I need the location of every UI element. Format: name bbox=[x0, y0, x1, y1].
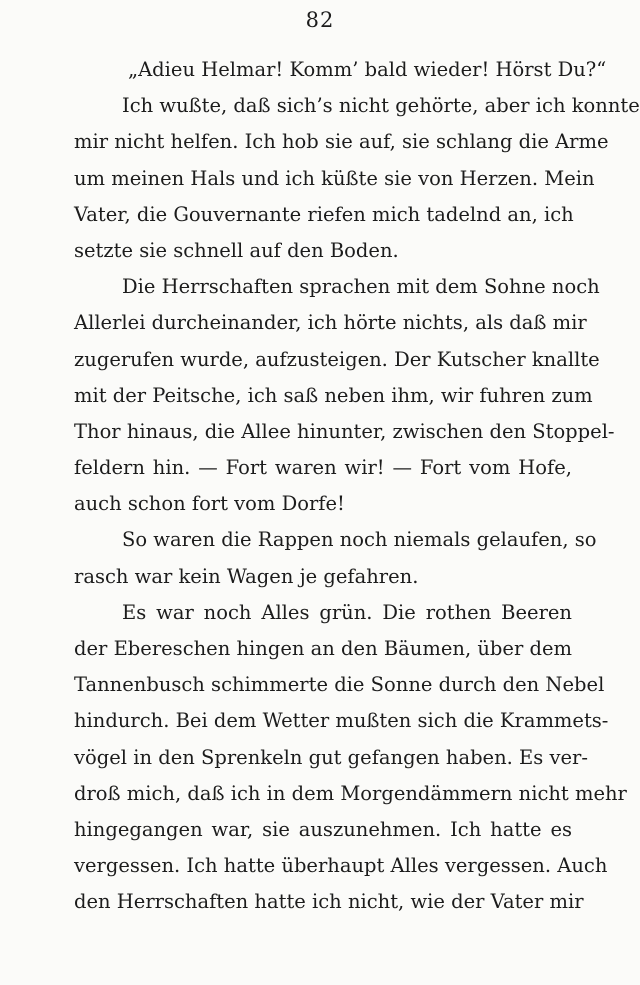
body-text bbox=[74, 52, 640, 921]
text-line: rasch war kein Wagen je gefahren. bbox=[74, 564, 419, 588]
text-line: Thor hinaus, die Allee hinunter, zwischen den Stoppel- bbox=[74, 419, 615, 443]
text-line: hindurch. Bei dem Wetter mußten sich die Krammets- bbox=[74, 709, 609, 733]
text-line: setzte sie schnell auf den Boden. bbox=[74, 238, 399, 262]
page-number: 82 bbox=[305, 8, 335, 32]
text-line: hingegangen war, sie auszunehmen. Ich hatte es bbox=[74, 817, 572, 841]
text-line: mir nicht helfen. Ich hob sie auf, sie schlang die Arme bbox=[74, 130, 609, 154]
text-line: Die Herrschaften sprachen mit dem Sohne noch bbox=[122, 275, 600, 299]
text-line: um meinen Hals und ich küßte sie von Herzen. Mein bbox=[74, 166, 595, 190]
text-line: Es war noch Alles grün. Die rothen Beeren bbox=[122, 600, 572, 624]
text-line: vögel in den Sprenkeln gut gefangen haben. Es ver- bbox=[74, 745, 588, 769]
text-line: feldern hin. — Fort waren wir! — Fort vom Hofe, bbox=[74, 456, 572, 480]
text-line: „Adieu Helmar! Komm’ bald wieder! Hörst Du?“ bbox=[128, 58, 607, 81]
text-line: vergessen. Ich hatte überhaupt Alles vergessen. Auch bbox=[74, 854, 608, 878]
text-line: Ich wußte, daß sich’s nicht gehörte, aber ich konnte bbox=[122, 94, 640, 118]
text-line: mit der Peitsche, ich saß neben ihm, wir fuhren zum bbox=[74, 383, 593, 407]
text-line: So waren die Rappen noch niemals gelaufen, so bbox=[122, 528, 597, 552]
text-line: auch schon fort vom Dorfe! bbox=[74, 492, 345, 516]
text-line: der Ebereschen hingen an den Bäumen, über dem bbox=[74, 637, 572, 660]
text-line: zugerufen wurde, aufzusteigen. Der Kutscher knallte bbox=[74, 347, 600, 371]
text-line: Allerlei durcheinander, ich hörte nichts, als daß mir bbox=[74, 311, 587, 335]
text-line: Tannenbusch schimmerte die Sonne durch den Nebel bbox=[74, 673, 605, 697]
text-line: Vater, die Gouvernante riefen mich tadelnd an, ich bbox=[74, 202, 574, 226]
text-line: den Herrschaften hatte ich nicht, wie der Vater mir bbox=[74, 890, 584, 914]
text-line: droß mich, daß ich in dem Morgendämmern nicht mehr bbox=[74, 781, 627, 805]
